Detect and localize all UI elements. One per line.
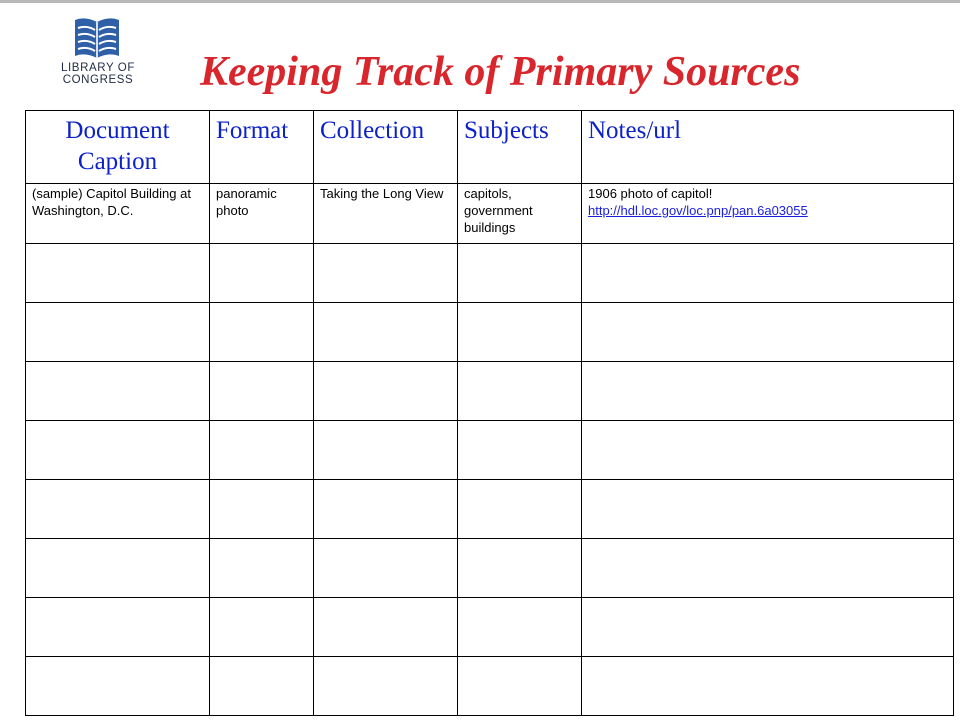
table-cell[interactable]: [26, 539, 210, 598]
library-of-congress-logo: [48, 16, 148, 96]
table-cell[interactable]: [26, 657, 210, 716]
table-cell[interactable]: [458, 362, 582, 421]
table-cell[interactable]: [210, 598, 314, 657]
sample-subjects-cell: capitols, government buildings: [458, 184, 582, 244]
table-cell[interactable]: [582, 598, 954, 657]
header-document-caption-line2: Caption: [77, 148, 158, 175]
table-cell[interactable]: [458, 244, 582, 303]
table-cell[interactable]: [314, 421, 458, 480]
table-cell[interactable]: [582, 480, 954, 539]
table-cell[interactable]: [314, 244, 458, 303]
table-cell[interactable]: [26, 598, 210, 657]
sample-notes-link[interactable]: http://hdl.loc.gov/loc.pnp/pan.6a03055: [588, 203, 808, 218]
table-cell[interactable]: [26, 480, 210, 539]
table-cell[interactable]: [314, 598, 458, 657]
table-cell[interactable]: [314, 480, 458, 539]
table-cell[interactable]: [582, 539, 954, 598]
table-cell[interactable]: [210, 362, 314, 421]
table-row: [26, 657, 954, 716]
table-row: [26, 539, 954, 598]
top-rule: [0, 0, 960, 3]
table-cell[interactable]: [314, 303, 458, 362]
logo-line-1: LIBRARY OF: [61, 62, 135, 74]
table-cell[interactable]: [26, 303, 210, 362]
table-cell[interactable]: [314, 657, 458, 716]
library-of-congress-book-icon: [73, 16, 121, 60]
table-cell[interactable]: [582, 362, 954, 421]
logo-wordmark: [48, 62, 148, 86]
table-row: [26, 303, 954, 362]
table-cell[interactable]: [210, 480, 314, 539]
table-row: [26, 244, 954, 303]
table-cell[interactable]: [458, 421, 582, 480]
table-row: [26, 598, 954, 657]
table-cell[interactable]: [210, 539, 314, 598]
header-document-caption-line1: Document: [65, 117, 170, 144]
table-cell[interactable]: [582, 421, 954, 480]
header-format: Format: [210, 111, 314, 184]
table-cell[interactable]: [458, 480, 582, 539]
table-row: [26, 480, 954, 539]
table-cell[interactable]: [458, 598, 582, 657]
header-subjects: Subjects: [458, 111, 582, 184]
table-cell[interactable]: [582, 244, 954, 303]
sample-caption-cell: (sample) Capitol Building at Washington, D.C.: [26, 184, 210, 244]
table-row: [26, 421, 954, 480]
table-cell[interactable]: [458, 657, 582, 716]
table-cell[interactable]: [458, 539, 582, 598]
header-collection: Collection: [314, 111, 458, 184]
sample-collection-cell: Taking the Long View: [314, 184, 458, 244]
header-document-caption: [26, 111, 210, 184]
page-title: Keeping Track of Primary Sources: [200, 49, 801, 95]
table-cell[interactable]: [26, 244, 210, 303]
header-row: [26, 111, 954, 184]
table-cell[interactable]: [458, 303, 582, 362]
sample-format-cell: panoramic photo: [210, 184, 314, 244]
table-cell[interactable]: [314, 362, 458, 421]
table-cell[interactable]: [210, 421, 314, 480]
table-cell[interactable]: [582, 657, 954, 716]
table-cell[interactable]: [210, 244, 314, 303]
primary-sources-table: [25, 110, 954, 716]
logo-line-2: CONGRESS: [62, 74, 134, 86]
sample-notes-cell: [582, 184, 954, 244]
table-cell[interactable]: [210, 303, 314, 362]
table-cell[interactable]: [314, 539, 458, 598]
table-row: [26, 362, 954, 421]
table-cell[interactable]: [26, 362, 210, 421]
sample-notes-text: 1906 photo of capitol!: [588, 186, 713, 201]
table-cell[interactable]: [582, 303, 954, 362]
table-cell[interactable]: [26, 421, 210, 480]
header-notes-url: Notes/url: [582, 111, 954, 184]
sample-row: [26, 184, 954, 244]
table-cell[interactable]: [210, 657, 314, 716]
